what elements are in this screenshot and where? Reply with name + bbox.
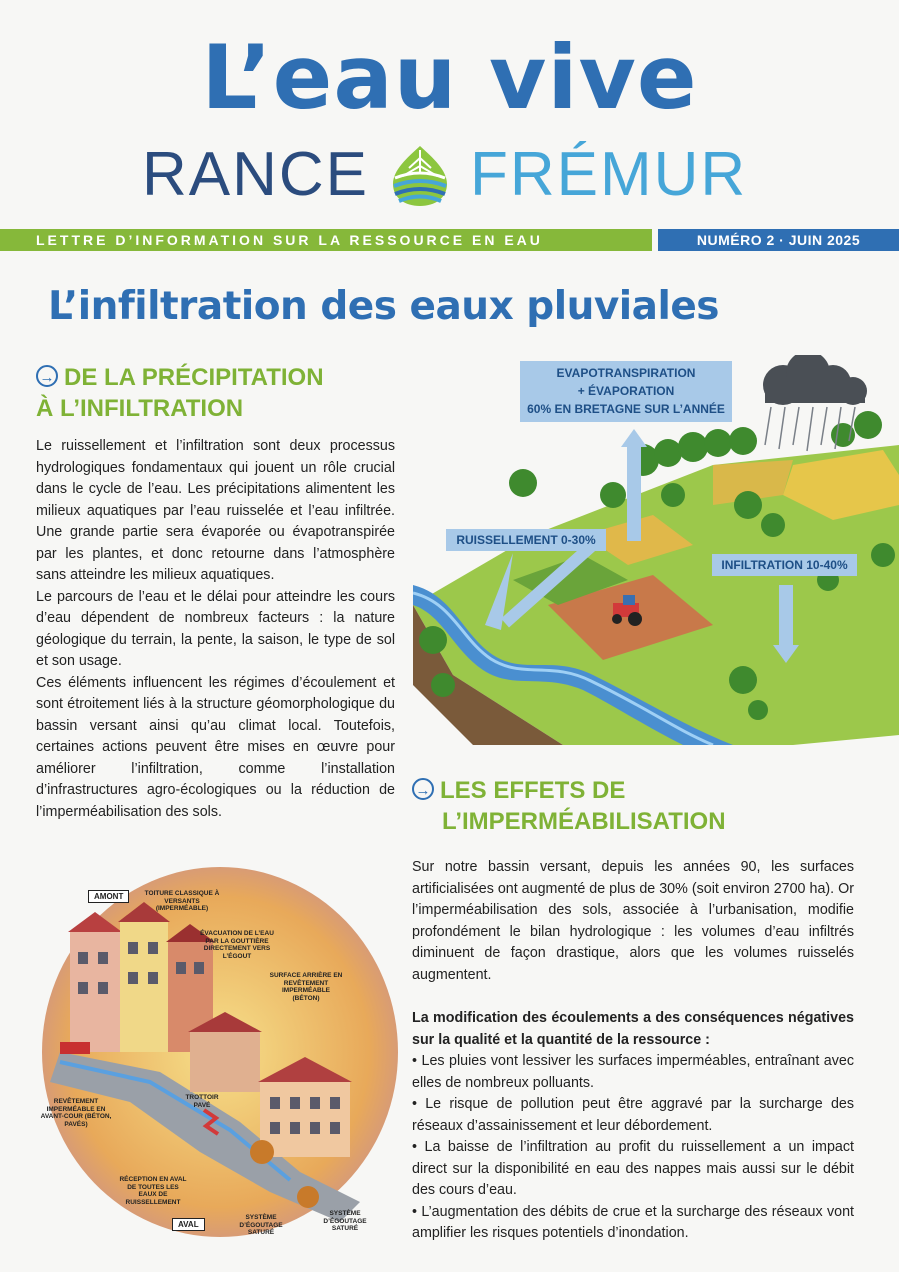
evaporation-label — [520, 361, 732, 422]
issue-banner: NUMÉRO 2 · JUIN 2025 — [658, 229, 899, 251]
urban-scene-image — [40, 862, 400, 1240]
caption-trottoir: TROTTOIR PAVÉ — [185, 1094, 219, 1109]
paragraph: Le parcours de l’eau et le délai pour atteindre les cours d’eau dépendent de nombreux facteurs : la nature géologique du terrain, la pente, la saison, le type de sol et son usage. — [36, 588, 395, 669]
infiltration-label: INFILTRATION 10-40% — [712, 554, 857, 576]
aval-label: AVAL — [172, 1218, 205, 1231]
label-line: EVAPOTRANSPIRATION — [556, 366, 696, 380]
water-cycle-illustration — [413, 355, 899, 745]
heading-line: DE LA PRÉCIPITATION — [64, 364, 324, 391]
section1-body — [36, 436, 395, 823]
bullet-item: • Le risque de pollution peut être aggravé par la surcharge des réseaux d’assainissement et leur débordement. — [412, 1096, 854, 1134]
tagline-banner: LETTRE D’INFORMATION SUR LA RESSOURCE EN EAU — [0, 229, 652, 251]
bullet-item: • L’augmentation des débits de crue et la surcharge des réseaux vont amplifier les risques potentiels d’inondation. — [412, 1203, 854, 1241]
heading-line: LES EFFETS DE — [440, 777, 626, 804]
section-heading-impermeabilisation — [412, 775, 832, 837]
caption-systeme-2: SYSTÈME D’ÉGOUTAGE SATURÉ — [323, 1210, 367, 1232]
page-title: L’infiltration des eaux pluviales — [48, 284, 719, 329]
section2-body — [412, 857, 854, 1245]
section-heading-precipitation — [36, 362, 376, 424]
subtitle-rance: RANCE — [141, 140, 369, 209]
bullet-item: • La baisse de l’infiltration au profit du ruissellement a un impact direct sur la disponibilité en eau des nappes mais aussi sur le débit des cours d’eau. — [412, 1139, 854, 1198]
caption-toiture: TOITURE CLASSIQUE À VERSANTS (IMPERMÉABLE) — [144, 890, 220, 912]
heading-line: À L’INFILTRATION — [36, 395, 244, 422]
arrow-circle-icon: → — [412, 778, 434, 800]
runoff-label: RUISSELLEMENT 0-30% — [446, 529, 606, 551]
paragraph: Le ruissellement et l’infiltration sont deux processus hydrologiques fondamentaux qui jouent un rôle crucial dans le cycle de l’eau. Les précipitations alimentent les milieux aquatiques par l’eau ruisselée et l’eau infiltrée. Une grande partie sera évaporée ou évapotranspirée par les plantes, et donc retourne dans l’atmosphère sans atteindre les milieux aquatiques. — [36, 438, 395, 583]
amont-label: AMONT — [88, 890, 129, 903]
caption-systeme-1: SYSTÈME D’ÉGOUTAGE SATURÉ — [239, 1214, 283, 1236]
caption-evacuation: ÉVACUATION DE L’EAU PAR LA GOUTTIÈRE DIRECTEMENT VERS L’ÉGOUT — [200, 930, 274, 960]
label-line: 60% EN BRETAGNE SUR L’ANNÉE — [527, 402, 725, 416]
paragraph: Sur notre bassin versant, depuis les années 90, les surfaces artificialisées ont augmenté de plus de 30% (soit environ 2700 ha). Or l’imperméabilisation des sols, associée à l’urbanisation, modifie profondément le bilan hydrologique : les volumes d’eau infiltrés diminuent de façon drastique, alors que les volumes ruisselés augmentent. — [412, 859, 854, 983]
heading-line: L’IMPERMÉABILISATION — [442, 808, 726, 835]
newsletter-subtitle — [0, 140, 899, 210]
caption-surface: SURFACE ARRIÈRE EN REVÊTEMENT IMPERMÉABLE (BÉTON) — [269, 972, 343, 1002]
paragraph: Ces éléments influencent les régimes d’écoulement et sont étroitement liés à la structure géomorphologique du bassin versant ainsi qu’au climat local. Toutefois, certaines actions peuvent être mises en œuvre pour améliorer l’infiltration, comme l’installation d’infrastructures agro-écologiques ou la réduction de l’imperméabilisation des sols. — [36, 674, 395, 820]
arrow-circle-icon: → — [36, 365, 58, 387]
label-line: + ÉVAPORATION — [577, 384, 675, 398]
lead-paragraph: La modification des écoulements a des conséquences négatives sur la qualité et la quantité de la ressource : — [412, 1010, 854, 1048]
caption-revetement: REVÊTEMENT IMPERMÉABLE EN AVANT-COUR (BÉTON, PAVÉS) — [40, 1098, 112, 1128]
bullet-item: • Les pluies vont lessiver les surfaces imperméables, entraînant avec elles de nombreux polluants. — [412, 1053, 854, 1091]
urban-runoff-illustration — [40, 862, 400, 1240]
leaf-wave-logo-icon — [389, 144, 451, 210]
caption-reception: RÉCEPTION EN AVAL DE TOUTES LES EAUX DE RUISSELLEMENT — [119, 1176, 187, 1206]
newsletter-title: L’eau vive — [201, 26, 698, 129]
subtitle-fremur: FRÉMUR — [470, 140, 748, 209]
